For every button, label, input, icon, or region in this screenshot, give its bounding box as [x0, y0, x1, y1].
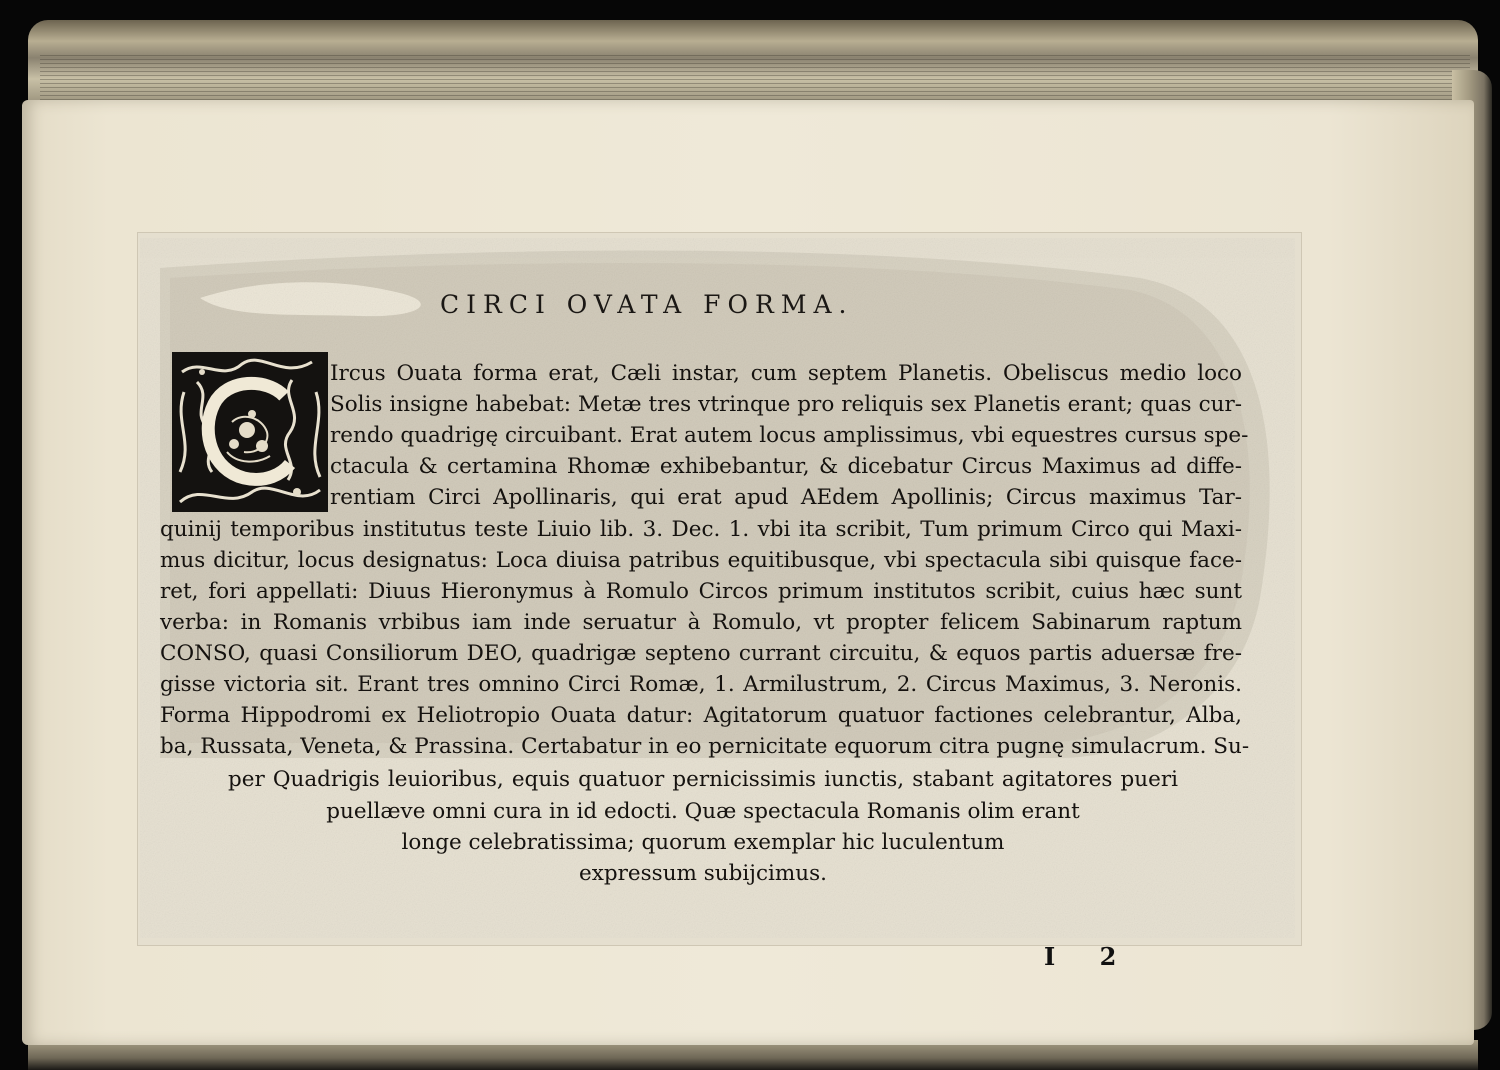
text-line: quinij temporibus institutus teste Liuio lib. 3. Dec. 1. vbi ita scribit, Tum primum Circo qui Maxi- [160, 517, 1242, 542]
text-line: verba: in Romanis vrbibus iam inde seruatur à Romulo, vt propter felicem Sabinarum raptum [160, 610, 1242, 635]
text-line: ba, Russata, Veneta, & Prassina. Certabatur in eo pernicitate equorum citra pugnę simulacrum. Su- [160, 734, 1250, 759]
decorated-initial-c-icon [172, 352, 328, 512]
text-line: ctacula & certamina Rhomæ exhibebantur, & dicebatur Circus Maximus ad diffe- [330, 454, 1242, 479]
text-line: CONSO, quasi Consiliorum DEO, quadrigæ septeno currant circuitu, & equos partis aduersæ fre- [160, 641, 1242, 666]
page-heading: CIRCI OVATA FORMA. [440, 290, 854, 319]
text-line: Ircus Ouata forma erat, Cæli instar, cum septem Planetis. Obeliscus medio loco [330, 361, 1242, 386]
text-line: expressum subijcimus. [579, 861, 827, 886]
text-line: mus dicitur, locus designatus: Loca diuisa patribus equitibusque, vbi spectacula sibi quisque face- [160, 548, 1242, 573]
text-line: per Quadrigis leuioribus, equis quatuor pernicissimis iunctis, stabant agitatores pueri [228, 767, 1178, 792]
text-line: longe celebratissima; quorum exemplar hic luculentum [401, 830, 1005, 855]
text-line: rendo quadrigę circuibant. Erat autem locus amplissimus, vbi equestres cursus spe- [330, 423, 1249, 448]
text-line: Solis insigne habebat: Metæ tres vtrinque pro reliquis sex Planetis erant; quas cur- [330, 392, 1242, 417]
text-line: puellæve omni cura in id edocti. Quæ spectacula Romanis olim erant [326, 799, 1080, 824]
text-line: rentiam Circi Apollinaris, qui erat apud AEdem Apollinis; Circus maximus Tar- [330, 485, 1242, 510]
text-line: Forma Hippodromi ex Heliotropio Ouata datur: Agitatorum quatuor factiones celebrantur, Alba, [160, 703, 1242, 728]
signature-mark: I 2 [1044, 942, 1135, 971]
page-edge-lines [40, 55, 1470, 100]
text-line: ret, fori appellati: Diuus Hieronymus à Romulo Circos primum institutos scribit, cuius hæc sunt [160, 579, 1242, 604]
text-line: gisse victoria sit. Erant tres omnino Circi Romæ, 1. Armilustrum, 2. Circus Maximus, 3. Neronis. [160, 672, 1242, 697]
